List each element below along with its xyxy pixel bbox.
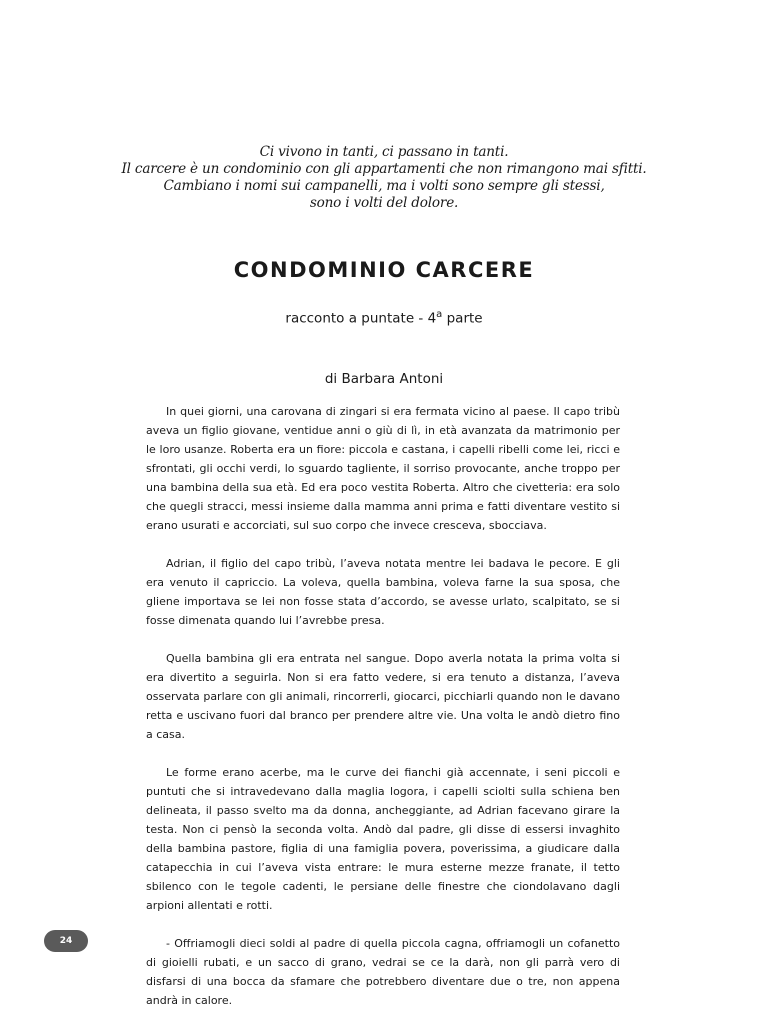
paragraph: Quella bambina gli era entrata nel sangue. Dopo averla notata la prima volta si era divertito a seguirla. Non si era fatto vedere, si era tenuto a distanza, l’aveva osservata parlare con gli animali, rincorrerli, giocarci, picchiarli quando non le davano retta e uscivano fuori dal branco per prendere altre vie. Una volta le andò dietro fino a casa.	[146, 652, 620, 741]
epigraph-line: Cambiano i nomi sui campanelli, ma i volti sono sempre gli stessi,	[163, 178, 605, 194]
subtitle	[0, 309, 768, 327]
page-number-badge: 24	[44, 930, 88, 952]
article-body	[146, 402, 620, 1029]
subtitle-text: racconto a puntate - 4	[285, 310, 437, 327]
paragraph: In quei giorni, una carovana di zingari si era fermata vicino al paese. Il capo tribù aveva un figlio giovane, ventidue anni o giù di lì, in età avanzata da matrimonio per le loro usanze. Roberta era un fiore: piccola e castana, i capelli ribelli come lei, ricci e sfrontati, gli occhi verdi, lo sguardo tagliente, il sorriso provocante, anche troppo per una bambina della sua età. Ed era poco vestita Roberta. Altro che civetteria: era solo che quegli stracci, messi insieme dalla mamma anni prima e fatti diventare vestito si erano usurati e accorciati, sul suo corpo che invece cresceva, sbocciava.	[146, 405, 620, 532]
paragraph: Le forme erano acerbe, ma le curve dei fianchi già accennate, i seni piccoli e puntuti che si intravedevano dalla maglia logora, i capelli sciolti sulla schiena ben delineata, il passo svelto ma da donna, ancheggiante, ad Adrian facevano girare la testa. Non ci pensò la seconda volta. Andò dal padre, gli disse di essersi invaghito della bambina pastore, figlia di una famiglia povera, poverissima, a giudicare dalla catapecchia in cui l’aveva vista entrare: le mura esterne mezze franate, il tetto sbilenco con le tegole cadenti, le persiane delle finestre che ciondolavano dagli arpioni allentati e rotti.	[146, 766, 620, 912]
epigraph-line: sono i volti del dolore.	[309, 195, 459, 211]
page-title: CONDOMINIO CARCERE	[233, 258, 535, 282]
epigraph	[0, 144, 768, 212]
paragraph: - Offriamogli dieci soldi al padre di quella piccola cagna, offriamogli un cofanetto di gioielli rubati, e un sacco di grano, vedrai se ce la darà, non gli parrà vero di disfarsi di una bocca da sfamare che potrebbero diventare due o tre, non appena andrà in calore.	[146, 937, 620, 1007]
epigraph-line: Il carcere è un condominio con gli appartamenti che non rimangono mai sfitti.	[121, 161, 647, 177]
author-byline: di Barbara Antoni	[324, 371, 444, 387]
paragraph: Adrian, il figlio del capo tribù, l’aveva notata mentre lei badava le pecore. E gli era venuto il capriccio. La voleva, quella bambina, voleva farne la sua sposa, che gliene importava se lei non fosse stata d’accordo, se avesse urlato, scalpitato, se si fosse dimenata quando lui l’avrebbe presa.	[146, 557, 620, 627]
subtitle-suffix: parte	[442, 310, 483, 327]
epigraph-line: Ci vivono in tanti, ci passano in tanti.	[259, 144, 509, 160]
subtitle-superscript: a	[436, 309, 443, 320]
